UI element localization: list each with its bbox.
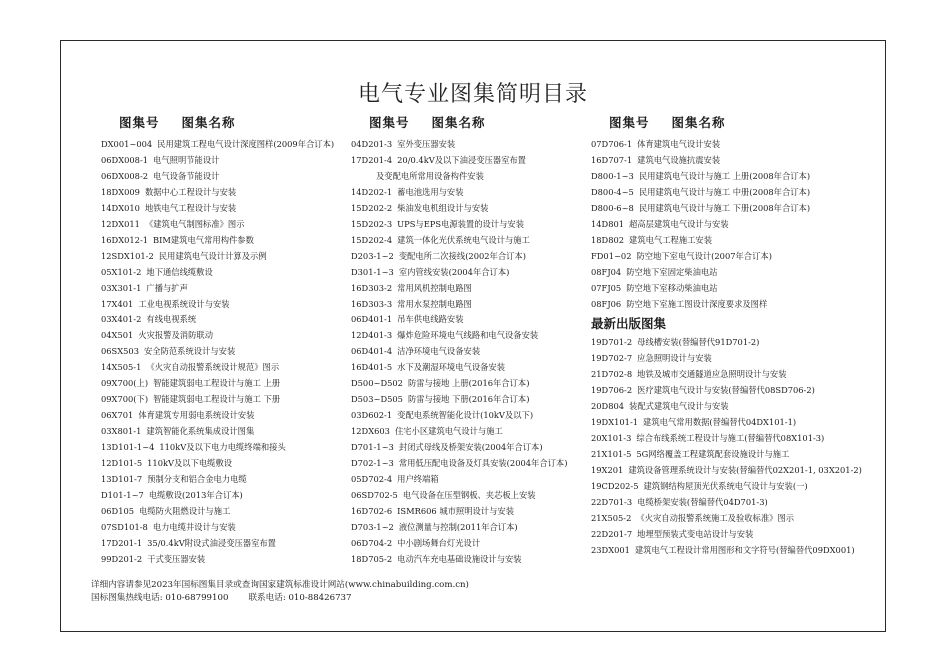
atlas-name: UPS与EPS电源装置的设计与安装	[397, 218, 524, 229]
atlas-code: 13D101-7	[101, 474, 143, 485]
atlas-code: 16DX012-1	[101, 234, 149, 245]
list-item	[351, 424, 611, 440]
list-item	[591, 201, 871, 217]
atlas-code: 15D202-4	[351, 234, 393, 245]
list-item	[351, 169, 611, 185]
list-item	[591, 415, 871, 431]
column-header	[369, 113, 611, 131]
atlas-name: 应急照明设计与安装	[637, 353, 712, 364]
atlas-name: 超高层建筑电气设计与安装	[629, 218, 729, 229]
list-item	[351, 472, 611, 488]
atlas-code: 06DX008-2	[101, 170, 149, 181]
atlas-name: 电气设备在压型钢板、夹芯板上安装	[402, 489, 536, 500]
list-item	[351, 312, 611, 328]
list-item	[351, 344, 611, 360]
atlas-code: D800-6~8	[591, 202, 634, 213]
column-header	[609, 113, 871, 131]
atlas-code: 20D804	[591, 401, 625, 412]
atlas-code: 19D706-2	[591, 385, 633, 396]
atlas-name: 蓄电池选用与安装	[397, 186, 464, 197]
list-item	[351, 185, 611, 201]
atlas-code: 23DX001	[591, 544, 630, 555]
atlas-code: 05X101-2	[101, 266, 142, 277]
list-item	[591, 249, 871, 265]
list-item	[351, 153, 611, 169]
atlas-name: 用户终端箱	[397, 474, 439, 485]
list-item	[591, 479, 871, 495]
atlas-code: 19D702-7	[591, 353, 633, 364]
atlas-code: 21X505-2	[591, 512, 632, 523]
atlas-code: 09X700(下)	[101, 394, 149, 405]
atlas-code: 05D702-4	[351, 474, 393, 485]
atlas-name: 医疗建筑电气设计与安装(替编替代08SD706-2)	[637, 385, 815, 396]
list-item	[591, 543, 871, 559]
list-item	[101, 392, 361, 408]
list-item	[591, 527, 871, 543]
atlas-code: 19X201	[591, 465, 624, 476]
atlas-name: 洁净环境电气设备安装	[397, 346, 481, 357]
list-item	[591, 383, 871, 399]
footer	[91, 579, 469, 605]
header-name: 图集名称	[671, 115, 726, 130]
atlas-name: 防空地下室施工图设计深度要求及图样	[626, 298, 768, 309]
list-item	[101, 408, 361, 424]
list-item	[101, 217, 361, 233]
atlas-name: 民用建筑工程电气设计深度图样(2009年合订本)	[157, 139, 335, 149]
atlas-code: 12D101-5	[101, 458, 143, 469]
atlas-name: 常用风机控制电路图	[397, 282, 472, 293]
list-item	[591, 351, 871, 367]
list-item	[591, 217, 871, 233]
atlas-name: 建筑电气常用数据(替编替代04DX101-1)	[643, 417, 797, 428]
column-3	[591, 113, 871, 559]
atlas-name: 民用建筑电气设计与施工 中册(2008年合订本)	[638, 186, 811, 197]
atlas-code: D503~D505	[351, 394, 403, 405]
list-item	[591, 185, 871, 201]
list-item	[101, 344, 361, 360]
atlas-code: 03D602-1	[351, 410, 393, 421]
atlas-name: 20/0.4kV及以下油浸变压器室布置	[397, 154, 526, 165]
atlas-code: 16D707-1	[591, 154, 633, 165]
atlas-code: 09X700(上)	[101, 378, 149, 389]
list-item	[591, 511, 871, 527]
column-header	[119, 113, 361, 131]
footer-hotline: 国标图集热线电话: 010-68799100	[91, 593, 229, 603]
new-releases-header: 最新出版图集	[591, 316, 667, 332]
atlas-name: 电缆桥架安装(替编替代04D701-3)	[637, 497, 768, 508]
atlas-name: 智能建筑弱电工程设计与施工 上册	[153, 378, 281, 389]
list-item	[351, 440, 611, 456]
atlas-name: 中小剧场舞台灯光设计	[397, 537, 481, 548]
atlas-code: D500~D502	[351, 378, 403, 389]
atlas-code: 17X401	[101, 298, 134, 309]
column-2	[351, 113, 611, 568]
atlas-name: 住宅小区建筑电气设计与施工	[394, 426, 503, 437]
list-item	[351, 488, 611, 504]
column-1	[101, 113, 361, 568]
atlas-name: 电动汽车充电基础设施设计与安装	[397, 553, 522, 564]
atlas-code: 06SX503	[101, 346, 139, 357]
atlas-code: 06DX008-1	[101, 154, 149, 165]
list-item	[351, 201, 611, 217]
atlas-code: 22D201-7	[591, 528, 633, 539]
atlas-code: 12D401-3	[351, 330, 393, 341]
atlas-code: 14D801	[591, 218, 625, 229]
atlas-code: 06X701	[101, 410, 134, 421]
atlas-code: 12DX011	[101, 218, 140, 229]
atlas-name: 建筑智能化系统集成设计图集	[146, 426, 255, 437]
atlas-code: 08FJ06	[591, 298, 622, 309]
atlas-name: 民用建筑电气设计与施工 下册(2008年合订本)	[638, 202, 811, 213]
atlas-code: 13D101-1~4	[101, 442, 155, 453]
atlas-code: 07D706-1	[591, 139, 633, 149]
atlas-name: 地下通信线缆敷设	[146, 266, 213, 277]
list-item	[101, 137, 361, 153]
list-col2	[351, 137, 611, 568]
atlas-code: 14DX010	[101, 202, 140, 213]
header-name: 图集名称	[431, 115, 486, 130]
atlas-name: 常用水泵控制电路图	[397, 298, 472, 309]
list-item	[351, 456, 611, 472]
list-item	[101, 328, 361, 344]
atlas-code: 07FJ05	[591, 282, 622, 293]
footer-website-note: 详细内容请参见2023年国标图集目录或查询国家建筑标准设计网站(www.chinabuilding.com.cn)	[91, 580, 469, 590]
atlas-name: 安全防范系统设计与安装	[143, 346, 236, 357]
header-code: 图集号	[609, 115, 650, 130]
list-item	[351, 376, 611, 392]
list-item	[351, 137, 611, 153]
atlas-code: 99D201-2	[101, 553, 143, 564]
atlas-name: 建筑一体化光伏系统电气设计与施工	[397, 234, 530, 245]
atlas-name: 110kV及以下电力电缆终端和接头	[159, 442, 286, 453]
atlas-name: BIM建筑电气常用构件参数	[153, 234, 254, 245]
list-item	[351, 536, 611, 552]
atlas-code: FD01~02	[591, 250, 632, 261]
list-item	[591, 233, 871, 249]
atlas-name: 建筑电气工程施工安装	[629, 234, 713, 245]
atlas-code: 06SD702-5	[351, 489, 398, 500]
list-item	[101, 185, 361, 201]
atlas-code: 06D401-4	[351, 346, 393, 357]
list-item	[101, 520, 361, 536]
atlas-name: 建筑设备管理系统设计与安装(替编替代02X201-1, 03X201-2)	[628, 465, 862, 476]
atlas-code: 06D704-2	[351, 537, 393, 548]
catalog-frame	[60, 40, 886, 632]
atlas-name: 民用建筑电气设计计算及示例	[158, 250, 267, 261]
atlas-code: DX001~004	[101, 139, 153, 149]
list-item	[591, 281, 871, 297]
list-item	[351, 328, 611, 344]
list-item	[101, 249, 361, 265]
atlas-name: 常用低压配电设备及灯具安装(2004年合订本)	[398, 458, 568, 469]
atlas-code: 21X101-5	[591, 449, 632, 460]
list-item	[351, 360, 611, 376]
list-item	[591, 495, 871, 511]
list-item	[351, 281, 611, 297]
atlas-code: D301-1~3	[351, 266, 394, 277]
list-col3	[591, 137, 871, 312]
atlas-name: ISMR606 城市照明设计与安装	[397, 505, 514, 516]
atlas-name: 综合布线系统工程设计与施工(替编替代08X101-3)	[636, 433, 825, 444]
list-item	[591, 297, 871, 313]
list-item	[591, 431, 871, 447]
list-item	[101, 153, 361, 169]
atlas-code: 08FJ04	[591, 266, 622, 277]
atlas-code: 04X501	[101, 330, 134, 341]
list-item	[351, 249, 611, 265]
footer-contact: 联系电话: 010-88426737	[248, 593, 352, 603]
atlas-name: 防雷与接地 上册(2016年合订本)	[407, 378, 530, 389]
atlas-code: 12DX603	[351, 426, 390, 437]
list-item	[351, 408, 611, 424]
atlas-name: 封闭式母线及桥架安装(2004年合订本)	[398, 442, 543, 453]
list-item	[351, 392, 611, 408]
atlas-name: 变配电所二次接线(2002年合订本)	[398, 250, 526, 261]
atlas-name: 火灾报警及消防联动	[138, 330, 213, 341]
atlas-name: 变配电系统智能化设计(10kV及以下)	[397, 410, 534, 421]
list-item	[351, 520, 611, 536]
atlas-code: 03X801-1	[101, 426, 142, 437]
atlas-name: 地铁电气工程设计与安装	[144, 202, 237, 213]
list-item	[351, 233, 611, 249]
atlas-name: 地埋型预装式变电站设计与安装	[637, 528, 754, 539]
atlas-code: D101-1~7	[101, 489, 144, 500]
atlas-name: 水下及潮湿环境电气设备安装	[397, 362, 506, 373]
list-item	[591, 169, 871, 185]
atlas-code: 04D201-3	[351, 139, 393, 149]
atlas-code: 18D802	[591, 234, 625, 245]
list-item	[101, 488, 361, 504]
atlas-name: 防空地下室移动柴油电站	[626, 282, 718, 293]
list-item	[351, 504, 611, 520]
atlas-code: 03X401-2	[101, 314, 142, 325]
atlas-code: 16D702-6	[351, 505, 393, 516]
list-col3-new	[591, 335, 871, 558]
atlas-name: 电缆防火阻燃设计与施工	[139, 505, 231, 516]
list-item	[101, 504, 361, 520]
atlas-code: 16D401-5	[351, 362, 393, 373]
list-item	[101, 456, 361, 472]
atlas-name: 数据中心工程设计与安装	[144, 186, 237, 197]
atlas-name: 母线槽安装(替编替代91D701-2)	[637, 337, 760, 348]
list-item	[351, 297, 611, 313]
atlas-name: 广播与扩声	[146, 282, 188, 293]
atlas-name: 防雷与接地 下册(2016年合订本)	[407, 394, 530, 405]
list-item	[101, 552, 361, 568]
atlas-name: 电力电缆井设计与安装	[152, 521, 236, 532]
atlas-code: 15D202-3	[351, 218, 393, 229]
atlas-name: 室内管线安装(2004年合订本)	[398, 266, 510, 277]
atlas-code: 14X505-1	[101, 362, 142, 373]
list-item	[591, 447, 871, 463]
list-item	[101, 536, 361, 552]
atlas-code: 06D105	[101, 505, 135, 516]
atlas-code: 17D201-1	[101, 537, 143, 548]
atlas-name: 民用建筑电气设计与施工 上册(2008年合订本)	[638, 170, 811, 181]
list-item	[101, 440, 361, 456]
atlas-name: 智能建筑弱电工程设计与施工 下册	[153, 394, 281, 405]
atlas-code: 19CD202-5	[591, 481, 639, 492]
atlas-name: 110kV及以下电缆敷设	[147, 458, 233, 469]
header-code: 图集号	[369, 115, 410, 130]
footer-contacts	[91, 592, 469, 605]
atlas-name: 电气照明节能设计	[153, 154, 220, 165]
atlas-name: 有线电视系统	[146, 314, 197, 325]
atlas-code: D203-1~2	[351, 250, 394, 261]
list-item	[101, 281, 361, 297]
atlas-name: 《火灾自动报警系统设计规范》图示	[146, 362, 280, 373]
list-col1	[101, 137, 361, 568]
list-item	[591, 463, 871, 479]
atlas-code: 20X101-3	[591, 433, 632, 444]
list-item	[591, 399, 871, 415]
list-item	[101, 360, 361, 376]
atlas-code: 19D701-2	[591, 337, 633, 348]
atlas-name: 建筑电气工程设计常用图形和文字符号(替编替代09DX001)	[634, 544, 855, 555]
atlas-name: 液位测量与控制(2011年合订本)	[398, 521, 518, 532]
list-item	[101, 201, 361, 217]
page-title: 电气专业图集简明目录	[357, 82, 588, 107]
list-item	[591, 367, 871, 383]
atlas-name: 建筑钢结构屋顶光伏系统电气设计与安装(一)	[643, 481, 808, 492]
list-item	[101, 297, 361, 313]
list-item	[101, 472, 361, 488]
list-item	[101, 233, 361, 249]
atlas-code: 16D303-3	[351, 298, 393, 309]
atlas-name: 《建筑电气制图标准》图示	[144, 218, 245, 229]
atlas-name: 爆炸危险环境电气线路和电气设备安装	[397, 330, 539, 341]
list-item	[591, 335, 871, 351]
atlas-name: 35/0.4kV附设式油浸变压器室布置	[147, 537, 276, 548]
atlas-name: 防空地下室电气设计(2007年合订本)	[636, 250, 772, 261]
atlas-name: 柴油发电机组设计与安装	[397, 202, 489, 213]
atlas-code: 21D702-8	[591, 369, 633, 380]
atlas-name: 电气设备节能设计	[153, 170, 220, 181]
header-code: 图集号	[119, 115, 160, 130]
atlas-code: 17D201-4	[351, 154, 393, 165]
atlas-name: 工业电视系统设计与安装	[138, 298, 230, 309]
atlas-name: 吊车供电线路安装	[397, 314, 464, 325]
atlas-code: 14D202-1	[351, 186, 393, 197]
atlas-name: 体育建筑专用弱电系统设计安装	[138, 410, 255, 421]
atlas-name: 干式变压器安装	[147, 553, 206, 564]
atlas-name: 防空地下室固定柴油电站	[626, 266, 718, 277]
atlas-name: 建筑电气设施抗震安装	[637, 154, 721, 165]
atlas-code: D702-1~3	[351, 458, 394, 469]
atlas-code: 15D202-2	[351, 202, 393, 213]
atlas-code: D800-4~5	[591, 186, 634, 197]
atlas-name: 5G网络覆盖工程建筑配套设施设计与施工	[636, 449, 790, 460]
list-item	[101, 424, 361, 440]
atlas-name: 及变配电所常用设备构件安装	[376, 170, 484, 181]
list-item	[351, 217, 611, 233]
atlas-name: 装配式建筑电气设计与安装	[629, 401, 729, 412]
atlas-code: 22D701-3	[591, 497, 633, 508]
list-item	[351, 265, 611, 281]
atlas-code: D701-1~3	[351, 442, 394, 453]
atlas-name: 电缆敷设(2013年合订本)	[148, 489, 243, 500]
header-name: 图集名称	[181, 115, 236, 130]
atlas-code: 12SDX101-2	[101, 250, 154, 261]
list-item	[101, 312, 361, 328]
list-item	[591, 153, 871, 169]
atlas-code: 03X301-1	[101, 282, 142, 293]
atlas-name: 体育建筑电气设计安装	[637, 139, 721, 149]
atlas-code: 07SD101-8	[101, 521, 148, 532]
atlas-code: D703-1~2	[351, 521, 394, 532]
atlas-code: 16D303-2	[351, 282, 393, 293]
list-item	[591, 265, 871, 281]
atlas-code: 06D401-1	[351, 314, 393, 325]
atlas-code: 19DX101-1	[591, 417, 639, 428]
atlas-name: 地铁及城市交通隧道应急照明设计与安装	[637, 369, 787, 380]
atlas-name: 《火灾自动报警系统施工及验收标准》图示	[636, 512, 795, 523]
atlas-code: 18DX009	[101, 186, 140, 197]
list-item	[351, 552, 611, 568]
atlas-name: 预制分支和铝合金电力电缆	[147, 474, 247, 485]
list-item	[101, 376, 361, 392]
list-item	[101, 265, 361, 281]
list-item	[591, 137, 871, 153]
atlas-code: D800-1~3	[591, 170, 634, 181]
list-item	[101, 169, 361, 185]
atlas-name: 室外变压器安装	[397, 139, 456, 149]
atlas-code: 18D705-2	[351, 553, 393, 564]
